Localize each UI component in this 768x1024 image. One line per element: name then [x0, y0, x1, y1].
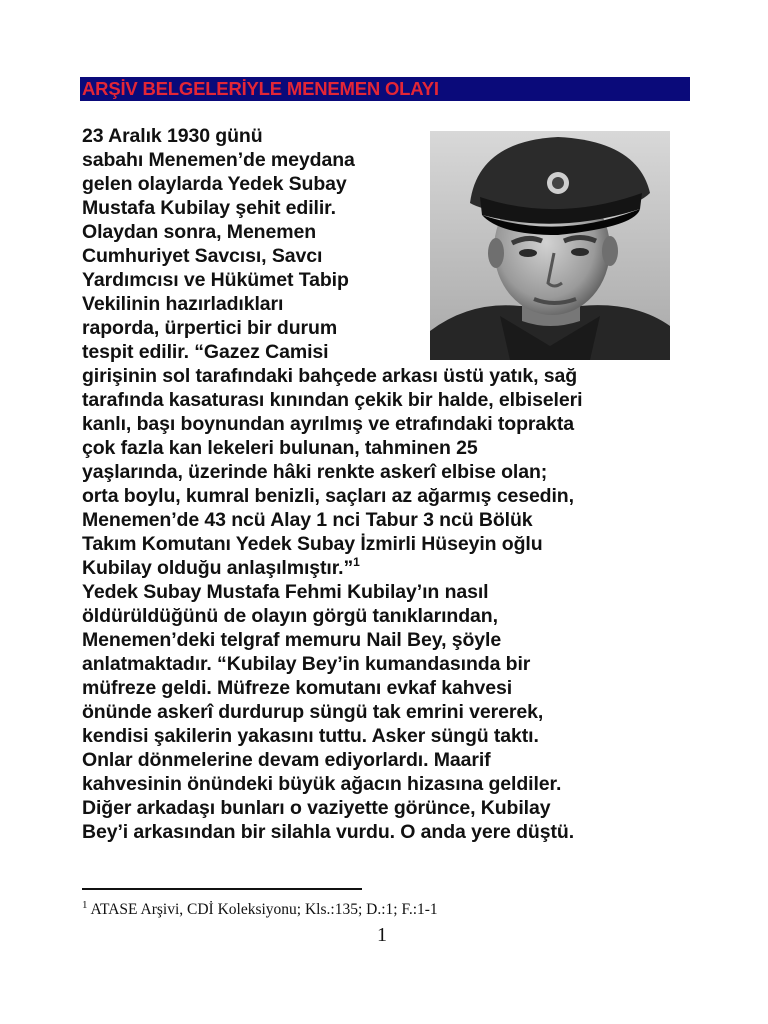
body-line: kanlı, başı boynundan ayrılmış ve etrafındaki toprakta — [82, 413, 575, 435]
body-line: önünde askerî durdurup süngü tak emrini vererek, — [82, 701, 544, 723]
body-line: Cumhuriyet Savcısı, Savcı — [82, 245, 323, 267]
document-title: ARŞİV BELGELERİYLE MENEMEN OLAYI — [82, 78, 439, 99]
body-line: yaşlarında, üzerinde hâki renkte askerî elbise olan; — [82, 461, 548, 483]
body-line: müfreze geldi. Müfreze komutanı evkaf kahvesi — [82, 677, 513, 699]
footnote-text: ATASE Arşivi, CDİ Koleksiyonu; Kls.:135; D.:1; F.:1-1 — [87, 901, 438, 918]
body-line: Menemen’de 43 ncü Alay 1 nci Tabur 3 ncü Bölük — [82, 509, 533, 531]
body-line: orta boylu, kumral benizli, saçları az ağarmış cesedin, — [82, 485, 574, 507]
body-line: Olaydan sonra, Menemen — [82, 221, 317, 243]
body-line: Yedek Subay Mustafa Fehmi Kubilay’ın nasıl — [82, 581, 489, 603]
body-line: kahvesinin önündeki büyük ağacın hizasına geldiler. — [82, 773, 562, 795]
footnote — [82, 901, 438, 919]
body-line: Yardımcısı ve Hükümet Tabip — [82, 269, 349, 291]
body-line: Onlar dönmelerine devam ediyorlardı. Maarif — [82, 749, 491, 771]
body-line: sabahı Menemen’de meydana — [82, 149, 355, 171]
body-line: kendisi şakilerin yakasını tuttu. Asker süngü taktı. — [82, 725, 539, 747]
body-line-text: Kubilay olduğu anlaşılmıştır.” — [82, 557, 354, 579]
body-line: Vekilinin hazırladıkları — [82, 293, 284, 315]
body-line-with-footnote — [82, 556, 360, 580]
body-line: çok fazla kan lekeleri bulunan, tahminen 25 — [82, 437, 478, 459]
body-line: tarafında kasaturası kınından çekik bir halde, elbiseleri — [82, 389, 583, 411]
body-line: öldürüldüğünü de olayın görgü tanıklarından, — [82, 605, 498, 627]
body-line: raporda, ürpertici bir durum — [82, 317, 338, 339]
body-line: Takım Komutanı Yedek Subay İzmirli Hüseyin oğlu — [82, 533, 543, 555]
body-line: 23 Aralık 1930 günü — [82, 125, 263, 147]
page-number: 1 — [377, 924, 387, 946]
body-line: girişinin sol tarafındaki bahçede arkası üstü yatık, sağ — [82, 365, 578, 387]
footnote-marker[interactable]: 1 — [353, 555, 360, 569]
footnote-number: 1 — [82, 899, 88, 911]
body-line: gelen olaylarda Yedek Subay — [82, 173, 347, 195]
body-line: tespit edilir. “Gazez Camisi — [82, 341, 329, 363]
portrait-photo — [430, 131, 670, 360]
portrait-photo-icon — [430, 131, 670, 360]
body-line: Menemen’deki telgraf memuru Nail Bey, şöyle — [82, 629, 502, 651]
body-line: anlatmaktadır. “Kubilay Bey’in kumandasında bir — [82, 653, 531, 675]
footnote-divider — [82, 888, 362, 890]
body-line: Diğer arkadaşı bunları o vaziyette görünce, Kubilay — [82, 797, 551, 819]
body-line: Mustafa Kubilay şehit edilir. — [82, 197, 336, 219]
body-line: Bey’i arkasından bir silahla vurdu. O anda yere düştü. — [82, 821, 575, 843]
